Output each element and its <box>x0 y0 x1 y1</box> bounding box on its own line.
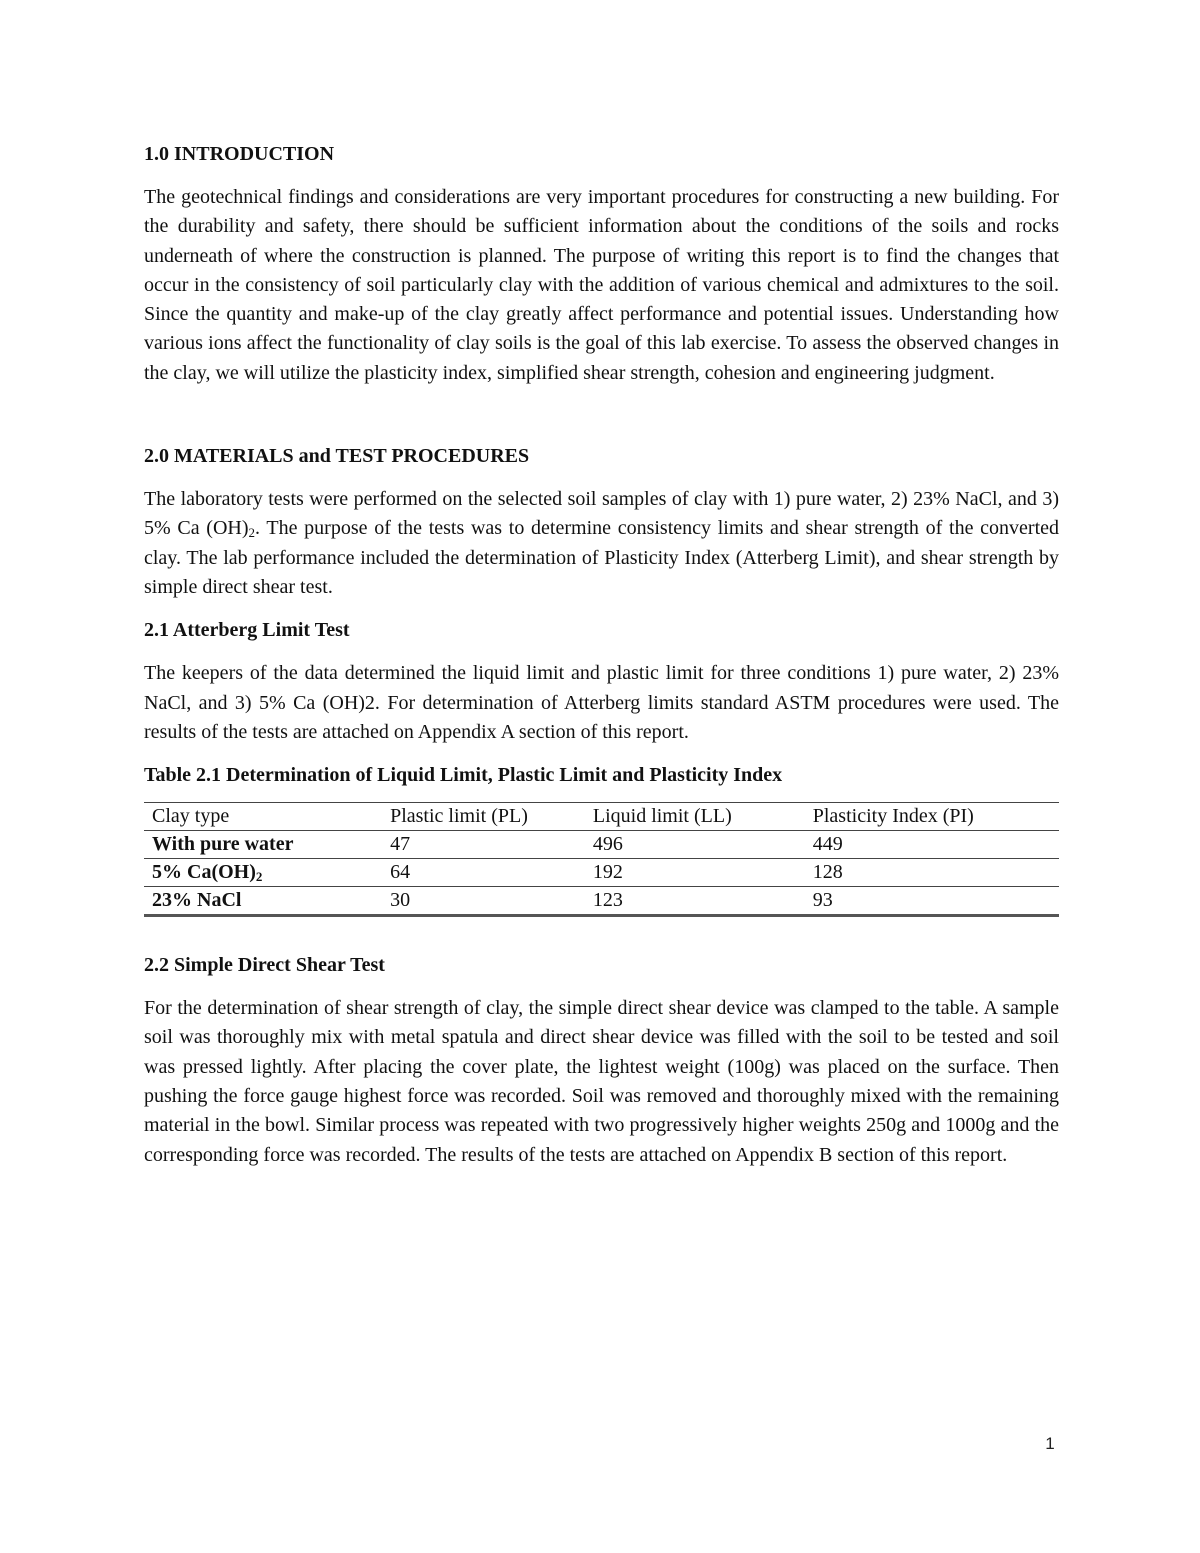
table-row <box>144 887 1059 916</box>
cell-pl: 47 <box>390 833 411 856</box>
header-clay-type: Clay type <box>152 805 230 828</box>
materials-paragraph <box>144 485 1059 602</box>
row-label <box>144 831 382 859</box>
table-header-row <box>144 803 1059 831</box>
materials-text-part2: . The purpose of the tests was to determine consistency limits and shear strength of the converted clay. The lab performance included the determination of Plasticity Index (Atterberg Limit), and shear strength by simple direct shear test. <box>144 517 1059 598</box>
intro-heading: 1.0 INTRODUCTION <box>144 143 335 165</box>
page-number: 1 <box>1045 1434 1055 1453</box>
header-plastic-limit: Plastic limit (PL) <box>390 805 528 828</box>
materials-subscript: 2 <box>248 525 256 541</box>
row-label-subscript: 2 <box>255 869 263 885</box>
cell-ll: 496 <box>592 833 623 856</box>
cell-pl: 64 <box>390 861 411 884</box>
shear-paragraph: For the determination of shear strength of clay, the simple direct shear device was clamped to the table. A sample soil was thoroughly mix with metal spatula and direct shear device was filled with the soil to be tested and soil was pressed lightly. After placing the cover plate, the lightest weight (100g) was placed on the surface. Then pushing the force gauge highest force was recorded. Soil was removed and thoroughly mixed with the remaining material in the bowl. Similar process was repeated with two progressively higher weights 250g and 1000g and the corresponding force was recorded. The results of the tests are attached on Appendix B section of this report. <box>144 997 1059 1166</box>
materials-heading: 2.0 MATERIALS and TEST PROCEDURES <box>144 445 530 468</box>
atterberg-heading: 2.1 Atterberg Limit Test <box>144 619 350 642</box>
cell-pi: 449 <box>812 833 843 856</box>
document-page <box>144 140 1059 1184</box>
cell-pl: 30 <box>390 889 411 912</box>
table-row <box>144 831 1059 859</box>
row-label <box>144 887 382 916</box>
atterberg-paragraph: The keepers of the data determined the liquid limit and plastic limit for three conditions 1) pure water, 2) 23% NaCl, and 3) 5% Ca (OH)2. For determination of Atterberg limits standard ASTM procedures were used. The results of the tests are attached on Appendix A section of this report. <box>144 662 1059 743</box>
header-liquid-limit: Liquid limit (LL) <box>592 805 732 828</box>
intro-paragraph: The geotechnical findings and considerations are very important procedures for constructing a new building. For the durability and safety, there should be sufficient information about the conditions of the soils and rocks underneath of where the construction is planned. The purpose of writing this report is to find the changes that occur in the consistency of soil particularly clay with the addition of various chemical and admixtures to the soil. Since the quantity and make-up of the clay greatly affect performance and potential issues. Understanding how various ions affect the functionality of clay soils is the goal of this lab exercise. To assess the observed changes in the clay, we will utilize the plasticity index, simplified shear strength, cohesion and engineering judgment. <box>144 186 1059 384</box>
materials-text-part1: The laboratory tests were performed on the selected soil samples of clay with 1) pure water, 2) 23% NaCl, and 3) 5% Ca (OH) <box>144 488 1059 540</box>
row-label-text: With pure water <box>152 833 294 856</box>
row-label <box>144 859 382 887</box>
cell-ll: 192 <box>592 861 623 884</box>
table-caption: Table 2.1 Determination of Liquid Limit, Plastic Limit and Plasticity Index <box>144 764 783 787</box>
table-row <box>144 859 1059 887</box>
header-plasticity-index: Plasticity Index (PI) <box>812 805 974 828</box>
cell-pi: 128 <box>812 861 843 884</box>
cell-pi: 93 <box>812 889 833 912</box>
row-label-text: 5% Ca(OH) <box>152 861 256 884</box>
section-spacer <box>144 402 1059 442</box>
shear-heading: 2.2 Simple Direct Shear Test <box>144 954 385 977</box>
cell-ll: 123 <box>592 889 623 912</box>
row-label-text: 23% NaCl <box>152 889 242 912</box>
limits-table <box>144 802 1059 917</box>
